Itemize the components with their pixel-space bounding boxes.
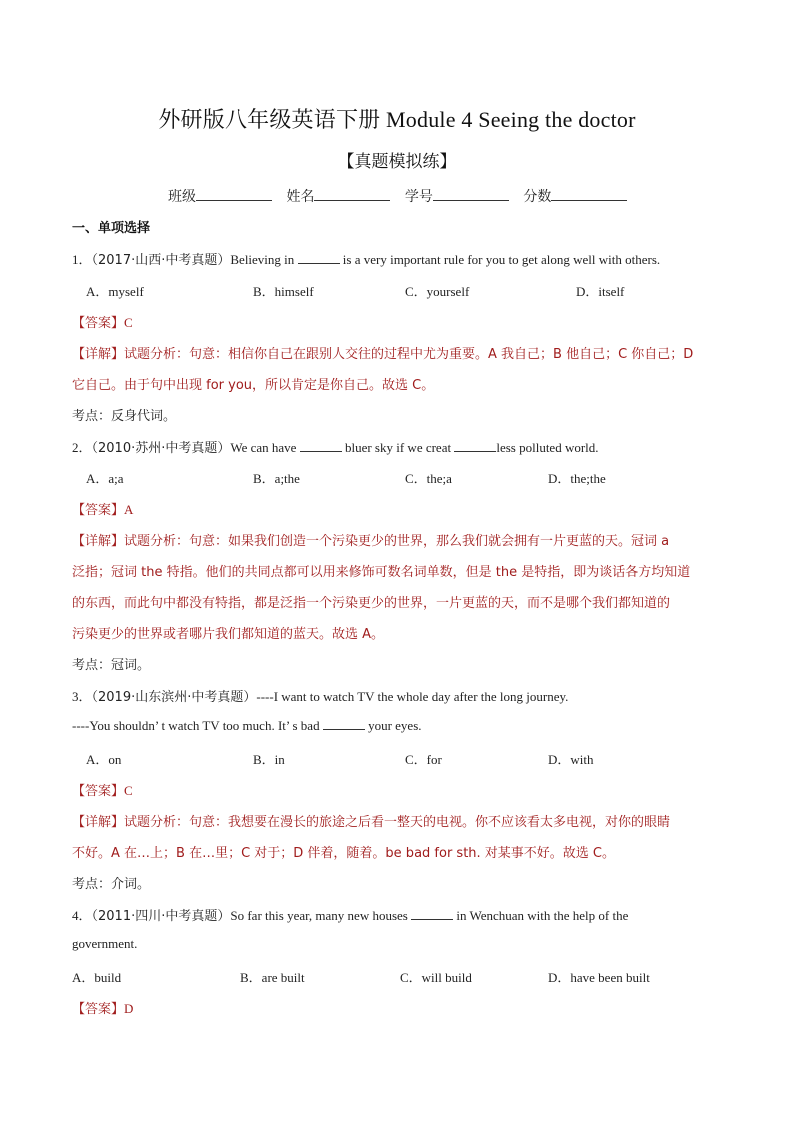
detail-line (72, 811, 670, 830)
stem-text: less polluted world. (496, 440, 599, 455)
question-4-stem (72, 905, 628, 924)
stem-text: We can have (230, 440, 300, 455)
question-source: （2011·四川·中考真题） (91, 909, 231, 924)
student-info-fields (168, 186, 637, 206)
question-4-stem-cont: government. (72, 936, 138, 951)
detail-text: 试题分析：句意：相信你自己在跟别人交往的过程中尤为重要。A 我自己；B 他自己；C 你自己；D (124, 347, 694, 362)
answer-value: C (124, 783, 133, 798)
knowledge-point: 考点：冠词。 (72, 658, 151, 673)
answer-tag: 【答案】 (72, 784, 125, 799)
detail-line (72, 343, 693, 362)
class-label: 班级 (168, 189, 196, 205)
class-field[interactable] (196, 186, 272, 201)
detail-text: 污染更少的世界或者哪片我们都知道的蓝天。故选 A。 (72, 627, 385, 642)
stem-text: ----I want to watch TV the whole day after the long journey. (256, 689, 569, 704)
section-heading: 一、单项选择 (72, 221, 151, 236)
detail-text: 泛指；冠词 the 特指。他们的共同点都可以用来修饰可数名词单数，但是 the 是特指，即为谈话各方均知道 (72, 565, 691, 580)
option-b: B．a;the (253, 471, 300, 486)
detail-tag: 【详解】 (72, 534, 125, 549)
stem-text: So far this year, many new houses (230, 908, 412, 923)
detail-tag: 【详解】 (72, 815, 125, 830)
answer-line (72, 499, 133, 518)
id-label: 学号 (404, 189, 433, 205)
option-c: C．for (405, 752, 442, 767)
question-number: 1． (72, 252, 92, 267)
question-number: 4． (72, 908, 92, 923)
option-d: D．the;the (548, 471, 606, 486)
option-d: D．have been built (548, 970, 650, 985)
page-subtitle: 【真题模拟练】 (337, 152, 457, 172)
answer-line (72, 998, 133, 1017)
knowledge-point: 考点：反身代词。 (72, 409, 177, 424)
name-label: 姓名 (286, 189, 315, 205)
question-source: （2010·苏州·中考真题） (91, 441, 231, 456)
answer-blank (298, 251, 340, 264)
option-a: A．build (72, 970, 122, 985)
option-b: B．himself (253, 284, 314, 299)
question-3-stem (72, 686, 568, 705)
question-3-stem-cont (72, 717, 422, 734)
detail-text: 试题分析：句意：我想要在漫长的旅途之后看一整天的电视。你不应该看太多电视，对你的眼睛 (124, 815, 671, 830)
answer-value: A (124, 502, 134, 517)
answer-tag: 【答案】 (72, 316, 125, 331)
score-field[interactable] (551, 186, 627, 201)
answer-blank (300, 439, 342, 452)
page-title: 外研版八年级英语下册 Module 4 Seeing the doctor (158, 107, 636, 132)
option-c: C．the;a (405, 471, 452, 486)
question-source: （2019·山东滨州·中考真题） (91, 690, 257, 705)
answer-blank (454, 439, 496, 452)
id-field[interactable] (433, 186, 509, 201)
answer-blank (323, 717, 365, 730)
stem-text: in Wenchuan with the help of the (453, 908, 629, 923)
option-d: D．itself (576, 284, 625, 299)
option-c: C．will build (400, 970, 472, 985)
question-1-stem (72, 249, 660, 268)
question-2-stem (72, 437, 599, 456)
detail-tag: 【详解】 (72, 347, 125, 362)
option-a: A．a;a (86, 471, 124, 486)
question-number: 2． (72, 440, 92, 455)
answer-line (72, 312, 133, 331)
stem-text: bluer sky if we creat (341, 440, 455, 455)
detail-text: 试题分析：句意：如果我们创造一个污染更少的世界，那么我们就会拥有一片更蓝的天。冠词 a (124, 534, 670, 549)
score-label: 分数 (523, 189, 552, 205)
question-number: 3． (72, 689, 92, 704)
stem-text: Believing in (230, 252, 298, 267)
option-d: D．with (548, 752, 594, 767)
answer-line (72, 780, 133, 799)
stem-text: ----You shouldn’ t watch TV too much. It’ s bad (72, 718, 323, 733)
detail-text: 它自己。由于句中出现 for you，所以肯定是你自己。故选 C。 (72, 378, 435, 393)
stem-text: is a very important rule for you to get along well with others. (339, 252, 661, 267)
detail-text: 不好。A 在…上；B 在…里；C 对于；D 伴着，随着。be bad for sth. 对某事不好。故选 C。 (72, 846, 616, 861)
answer-value: C (124, 315, 133, 330)
detail-text: 的东西，而此句中都没有特指，都是泛指一个污染更少的世界，一片更蓝的天，而不是哪个我们都知道的 (72, 596, 671, 611)
stem-text: your eyes. (364, 718, 422, 733)
name-field[interactable] (314, 186, 390, 201)
option-a: A．on (86, 752, 122, 767)
option-a: A．myself (86, 284, 144, 299)
question-source: （2017·山西·中考真题） (91, 253, 231, 268)
option-c: C．yourself (405, 284, 470, 299)
answer-blank (411, 907, 453, 920)
answer-value: D (124, 1001, 134, 1016)
option-b: B．are built (240, 970, 305, 985)
detail-line (72, 530, 669, 549)
knowledge-point: 考点：介词。 (72, 877, 151, 892)
answer-tag: 【答案】 (72, 503, 125, 518)
answer-tag: 【答案】 (72, 1002, 125, 1017)
option-b: B．in (253, 752, 285, 767)
